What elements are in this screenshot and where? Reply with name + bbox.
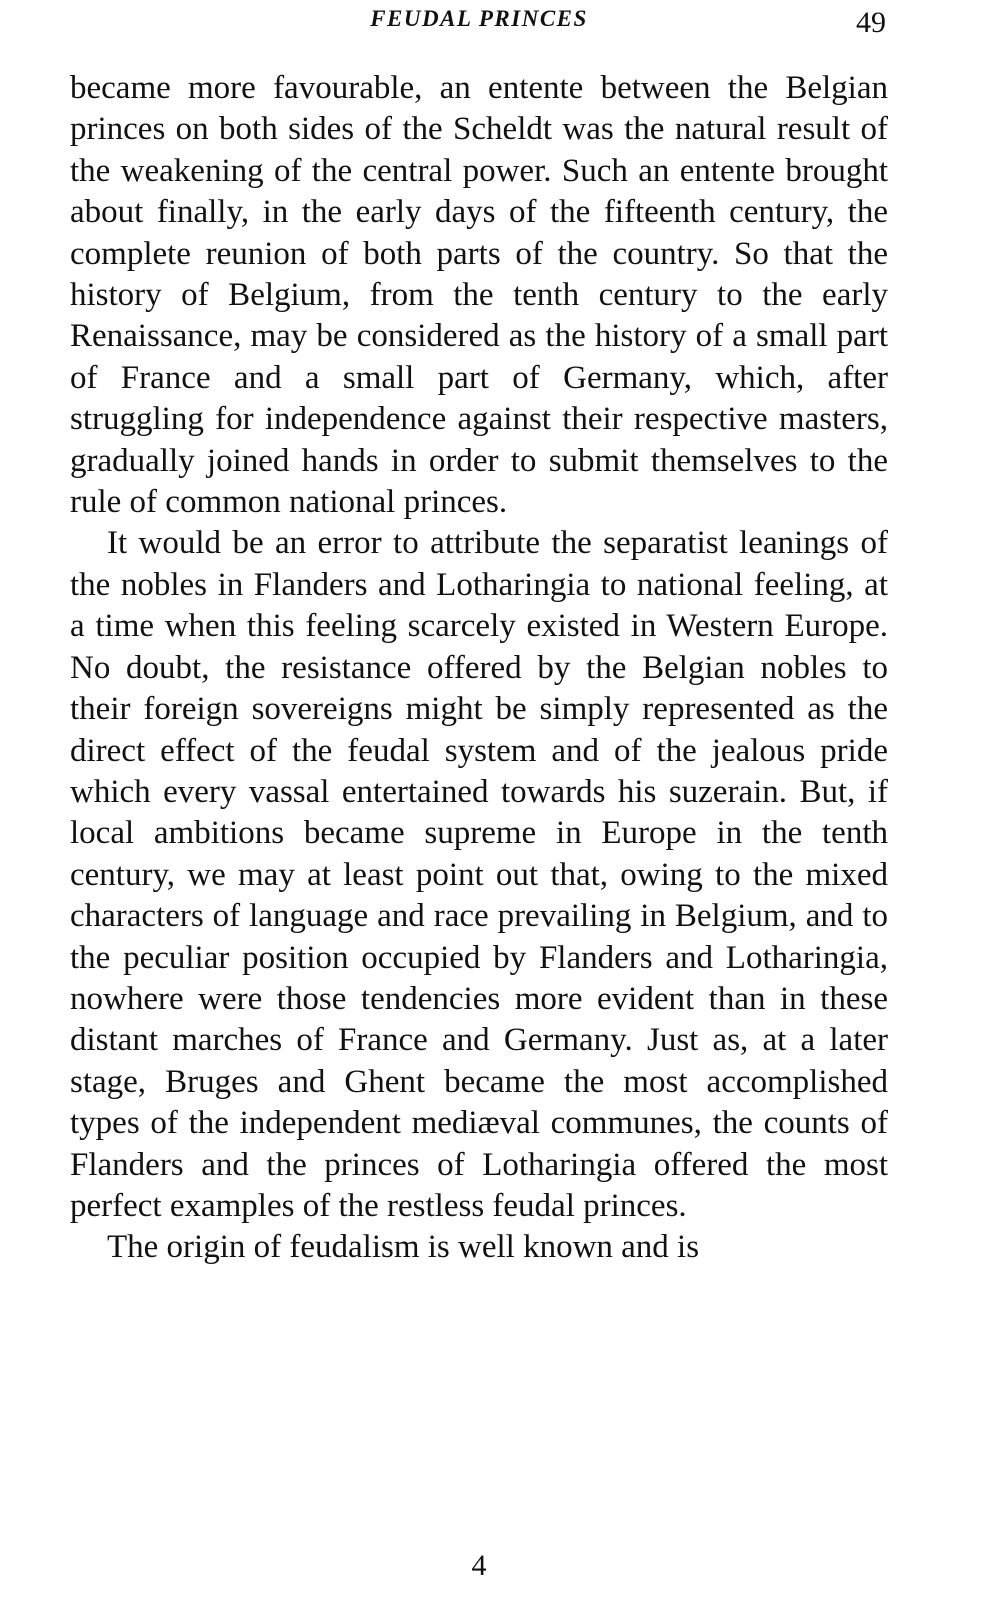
page-number: 49 — [856, 6, 886, 39]
signature-mark: 4 — [471, 1549, 487, 1582]
running-head-title: FEUDAL PRINCES — [370, 6, 588, 31]
book-page — [70, 0, 888, 1602]
paragraph-separatist-leanings: It would be an error to attribute the separatist leanings of the nobles in Flanders and Lotharingia to national feeling, at a time when this feeling scarcely existed in Western Europe. No doubt, the resistance offered by the Belgian nobles to their foreign sovereigns might be simply represented as the direct effect of the feudal system and of the jealous pride which every vassal entertained towards his suzerain. But, if local ambitions became supreme in Europe in the tenth century, we may at least point out that, owing to the mixed characters of language and race prevailing in Belgium, and to the peculiar position occupied by Flanders and Lotharingia, nowhere were those tendencies more evident than in these distant marches of France and Germany. Just as, at a later stage, Bruges and Ghent became the most accomplished types of the independent mediæval communes, the counts of Flanders and the princes of Lotharingia offered the most perfect examples of the restless feudal princes. — [70, 525, 888, 1224]
paragraph-origin-of-feudalism: The origin of feudalism is well known and is — [107, 1229, 700, 1266]
paragraph-continued: became more favourable, an entente between the Belgian princes on both sides of the Scheldt was the natural result of the weakening of the central power. Such an entente brought about finally, in the early days of the fifteenth century, the complete reunion of both parts of the country. So that the history of Belgium, from the tenth century to the early Renaissance, may be considered as the history of a small part of France and a small part of Germany, which, after struggling for independence against their respective masters, gradually joined hands in order to submit themselves to the rule of common national princes. — [70, 70, 888, 521]
running-head — [70, 6, 888, 40]
body-text — [70, 68, 888, 1269]
